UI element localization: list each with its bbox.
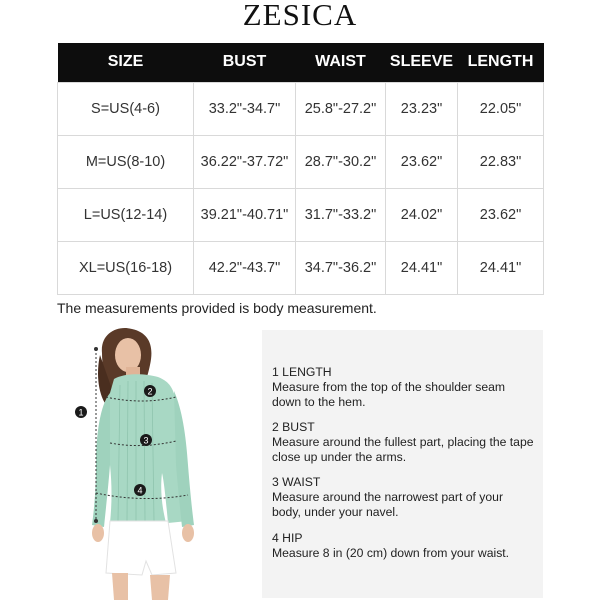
cell-size: L=US(12-14): [58, 188, 194, 241]
length-top-dot: [94, 347, 98, 351]
guide-description: Measure around the narrowest part of your body, under your navel.: [272, 490, 504, 519]
skirt-shape: [106, 521, 176, 575]
header-bust: BUST: [194, 43, 296, 82]
cell-sleeve: 23.23": [386, 82, 458, 135]
cell-length: 24.41": [458, 241, 544, 294]
cell-bust: 42.2"-43.7": [194, 241, 296, 294]
model-illustration: [70, 325, 210, 600]
guide-heading: 3 WAIST: [272, 475, 321, 489]
right-hand: [182, 524, 194, 542]
cell-sleeve: 24.02": [386, 188, 458, 241]
left-sleeve-shape: [92, 393, 110, 527]
cell-waist: 28.7"-30.2": [296, 135, 386, 188]
marker-4-label: 4: [137, 485, 143, 496]
cell-length: 22.83": [458, 135, 544, 188]
table-row: [58, 188, 544, 241]
table-row: [58, 241, 544, 294]
guide-heading: 4 HIP: [272, 531, 303, 545]
header-size: SIZE: [58, 43, 194, 82]
cell-size: S=US(4-6): [58, 82, 194, 135]
cell-size: M=US(8-10): [58, 135, 194, 188]
guide-description: Measure from the top of the shoulder seam down to the hem.: [272, 380, 506, 409]
model-figure-svg: [70, 325, 210, 600]
table-row: [58, 82, 544, 135]
cell-sleeve: 23.62": [386, 135, 458, 188]
right-leg: [150, 575, 170, 600]
marker-2-label: 2: [147, 386, 153, 397]
guide-item-bust: [272, 420, 534, 465]
measurement-guide-panel: [262, 330, 543, 598]
guide-item-waist: [272, 475, 534, 520]
guide-heading: 2 BUST: [272, 420, 315, 434]
guide-item-hip: [272, 531, 534, 561]
cell-length: 23.62": [458, 188, 544, 241]
size-chart-table: [57, 43, 544, 295]
header-sleeve: SLEEVE: [386, 43, 458, 82]
cell-bust: 39.21"-40.71": [194, 188, 296, 241]
table-header-row: [58, 43, 544, 82]
cell-waist: 34.7"-36.2": [296, 241, 386, 294]
cell-bust: 36.22"-37.72": [194, 135, 296, 188]
guide-heading: 1 LENGTH: [272, 365, 332, 379]
left-hand: [92, 524, 104, 542]
guide-item-length: [272, 365, 534, 410]
marker-3-label: 3: [143, 435, 149, 446]
cell-waist: 31.7"-33.2": [296, 188, 386, 241]
guide-description: Measure around the fullest part, placing the tape close up under the arms.: [272, 435, 534, 464]
brand-logo: ZESICA: [242, 0, 358, 32]
cell-sleeve: 24.41": [386, 241, 458, 294]
cell-bust: 33.2"-34.7": [194, 82, 296, 135]
measurement-note: The measurements provided is body measurement.: [57, 300, 377, 316]
cell-waist: 25.8"-27.2": [296, 82, 386, 135]
face-shape: [115, 338, 141, 372]
length-bottom-dot: [94, 519, 98, 523]
cell-length: 22.05": [458, 82, 544, 135]
table-row: [58, 135, 544, 188]
guide-description: Measure 8 in (20 cm) down from your waist.: [272, 546, 510, 560]
cell-size: XL=US(16-18): [58, 241, 194, 294]
marker-1-label: 1: [78, 407, 84, 418]
header-length: LENGTH: [458, 43, 544, 82]
left-leg: [112, 573, 128, 600]
header-waist: WAIST: [296, 43, 386, 82]
